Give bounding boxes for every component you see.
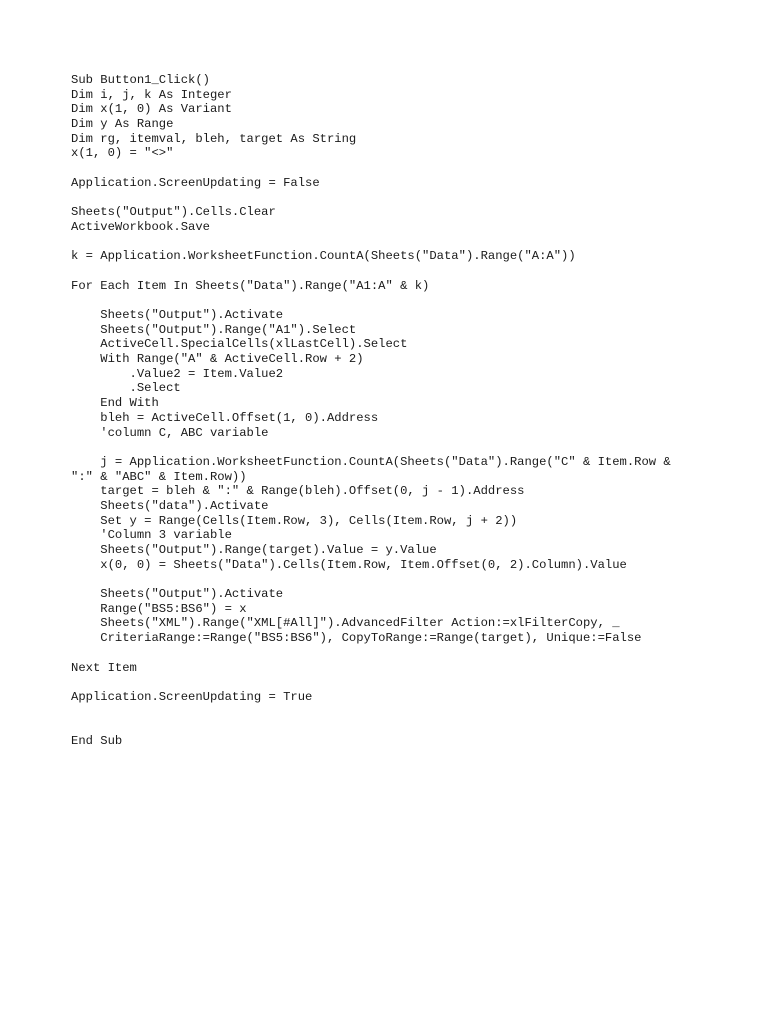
code-line: Application.ScreenUpdating = False (71, 175, 320, 190)
code-line: Dim rg, itemval, bleh, target As String (71, 131, 357, 146)
code-line (71, 675, 731, 690)
code-line (71, 235, 731, 250)
code-line (71, 440, 731, 455)
code-line: Dim x(1, 0) As Variant (71, 102, 232, 117)
code-line (71, 293, 731, 308)
code-line (71, 572, 731, 587)
code-line: ActiveCell.SpecialCells(xlLastCell).Select (71, 337, 408, 352)
code-line (71, 719, 731, 734)
code-line: Sheets("XML").Range("XML[#All]").AdvancedFilter Action:=xlFilterCopy, _ (71, 616, 620, 631)
code-line: ActiveWorkbook.Save (71, 219, 210, 234)
code-line: Dim y As Range (71, 117, 174, 132)
code-line: With Range("A" & ActiveCell.Row + 2) (71, 352, 364, 367)
code-line: End Sub (71, 733, 123, 748)
code-line (71, 705, 731, 720)
code-line (71, 161, 731, 176)
code-line: target = bleh & ":" & Range(bleh).Offset(0, j - 1).Address (71, 484, 525, 499)
code-line: j = Application.WorksheetFunction.CountA(Sheets("Data").Range("C" & Item.Row & (71, 454, 671, 469)
code-line: Sub Button1_Click() (71, 73, 210, 87)
code-line: Next Item (71, 660, 137, 675)
code-line: x(0, 0) = Sheets("Data").Cells(Item.Row, Item.Offset(0, 2).Column).Value (71, 557, 627, 572)
code-line: Sheets("Output").Cells.Clear (71, 205, 276, 220)
vba-code-block (71, 73, 731, 749)
code-line: x(1, 0) = "<>" (71, 146, 174, 161)
code-line (71, 264, 731, 279)
code-line: Application.ScreenUpdating = True (71, 689, 313, 704)
code-line: Sheets("data").Activate (71, 498, 269, 513)
code-line (71, 191, 731, 206)
code-line: CriteriaRange:=Range("BS5:BS6"), CopyToRange:=Range(target), Unique:=False (71, 631, 642, 646)
code-line: 'column C, ABC variable (71, 425, 269, 440)
code-line: Range("BS5:BS6") = x (71, 601, 247, 616)
code-line: .Select (71, 381, 181, 396)
code-line: End With (71, 396, 159, 411)
code-line: 'Column 3 variable (71, 528, 232, 543)
code-line: ":" & "ABC" & Item.Row)) (71, 469, 247, 484)
code-line (71, 646, 731, 661)
code-line: For Each Item In Sheets("Data").Range("A1:A" & k) (71, 278, 430, 293)
code-line: bleh = ActiveCell.Offset(1, 0).Address (71, 410, 379, 425)
code-line: Sheets("Output").Range(target).Value = y.Value (71, 543, 437, 557)
code-line: Sheets("Output").Activate (71, 587, 284, 602)
code-line: Dim i, j, k As Integer (71, 87, 232, 102)
code-line: Sheets("Output").Range("A1").Select (71, 322, 357, 337)
code-line: Set y = Range(Cells(Item.Row, 3), Cells(Item.Row, j + 2)) (71, 513, 518, 528)
code-line: k = Application.WorksheetFunction.CountA(Sheets("Data").Range("A:A")) (71, 249, 576, 264)
code-line: .Value2 = Item.Value2 (71, 366, 284, 381)
code-line: Sheets("Output").Activate (71, 308, 284, 322)
